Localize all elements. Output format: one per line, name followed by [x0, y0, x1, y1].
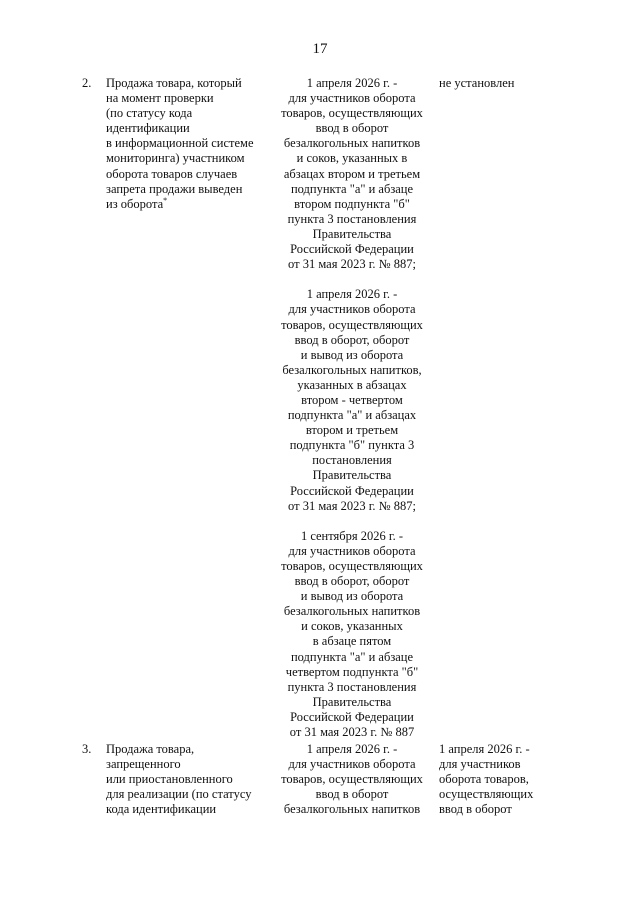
date-line: пункта 3 постановления: [287, 211, 417, 226]
date-line: четвертом подпункта "б": [285, 664, 419, 679]
date-line: абзацах втором и третьем: [283, 166, 421, 181]
description-line: оборота товаров случаев: [106, 166, 238, 181]
description-line: мониторинга) участником: [106, 151, 245, 166]
date-line: безалкогольных напитков: [283, 136, 421, 151]
date-line: 1 сентября 2026 г. -: [300, 528, 404, 543]
date-line: втором подпункта "б": [294, 196, 410, 211]
description-line: запрещенного: [106, 757, 181, 772]
date-block: [270, 76, 434, 272]
date-line: от 31 мая 2023 г. № 887;: [288, 257, 416, 272]
description-line: на момент проверки: [106, 91, 214, 106]
description-line: идентификации: [106, 121, 190, 136]
other-date-column: [439, 742, 551, 817]
other-date-line: осуществляющих: [439, 787, 534, 802]
violation-description: [106, 742, 266, 817]
date-line: Российской Федерации: [290, 709, 414, 724]
footnote-mark: *: [163, 195, 168, 205]
date-line: в абзаце пятом: [312, 634, 392, 649]
date-line: постановления: [312, 453, 392, 468]
description-line-last: [106, 197, 266, 212]
other-date-line: для участников: [439, 757, 521, 772]
page-number: 17: [312, 41, 328, 57]
date-line: для участников оборота: [288, 757, 416, 772]
description-line: или приостановленного: [106, 772, 233, 787]
date-line: подпункта "б" пункта 3: [289, 438, 415, 453]
date-line: 1 апреля 2026 г. -: [306, 76, 398, 90]
date-line: и соков, указанных в: [296, 151, 408, 166]
description-line: (по статусу кода: [106, 106, 193, 121]
date-line: для участников оборота: [288, 91, 416, 106]
date-block: [270, 742, 434, 817]
date-block: [270, 287, 434, 513]
date-line: Российской Федерации: [290, 483, 414, 498]
row-number: 3.: [82, 742, 92, 756]
date-line: от 31 мая 2023 г. № 887: [289, 725, 415, 740]
date-line: для участников оборота: [288, 543, 416, 558]
date-line: безалкогольных напитков: [283, 604, 421, 619]
date-line: ввод в оборот, оборот: [294, 332, 410, 347]
date-block: [270, 529, 434, 740]
date-line: безалкогольных напитков,: [282, 362, 422, 377]
date-line: и соков, указанных: [301, 619, 403, 634]
date-line: товаров, осуществляющих: [281, 772, 423, 787]
description-line: Продажа товара,: [106, 742, 195, 756]
date-line: подпункта "а" и абзаце: [290, 649, 414, 664]
date-line: для участников оборота: [288, 302, 416, 317]
date-line: и вывод из оборота: [300, 347, 404, 362]
date-line: подпункта "а" и абзаце: [290, 181, 414, 196]
date-line: втором и третьем: [305, 423, 399, 438]
description-line-text: из оборота: [106, 196, 164, 211]
row-number: 2.: [82, 76, 92, 90]
date-line: от 31 мая 2023 г. № 887;: [288, 498, 416, 513]
other-date-line: оборота товаров,: [439, 772, 529, 787]
description-line: в информационной системе: [106, 136, 254, 151]
description-line: кода идентификации: [106, 802, 217, 817]
date-line: и вывод из оборота: [300, 589, 404, 604]
date-line: Правительства: [312, 226, 392, 241]
date-line: товаров, осуществляющих: [281, 559, 423, 573]
date-line: подпункта "а" и абзацах: [287, 408, 417, 423]
description-line: для реализации (по статусу: [106, 787, 252, 802]
other-date-line: не установлен: [439, 76, 515, 90]
violation-description: [106, 76, 266, 212]
date-line: 1 апреля 2026 г. -: [306, 287, 398, 302]
date-line: ввод в оборот: [315, 787, 389, 802]
other-date-line: 1 апреля 2026 г. -: [439, 742, 530, 756]
date-line: Российской Федерации: [290, 242, 414, 257]
other-date-line: ввод в оборот: [439, 802, 512, 817]
date-line: ввод в оборот, оборот: [294, 574, 410, 589]
description-line: Продажа товара, который: [106, 76, 242, 90]
date-line: товаров, осуществляющих: [281, 317, 423, 332]
date-line: ввод в оборот: [315, 121, 389, 136]
effective-dates: [270, 742, 434, 817]
date-line: пункта 3 постановления: [287, 679, 417, 694]
date-line: безалкогольных напитков: [283, 802, 421, 817]
date-line: втором - четвертом: [301, 392, 403, 407]
date-line: Правительства: [312, 694, 392, 709]
date-line: 1 апреля 2026 г. -: [306, 742, 398, 756]
effective-dates: [270, 76, 434, 740]
description-line: запрета продажи выведен: [106, 181, 243, 196]
date-line: товаров, осуществляющих: [281, 106, 423, 121]
date-line: Правительства: [312, 468, 392, 483]
date-line: указанных в абзацах: [297, 377, 407, 392]
other-date-column: [439, 76, 551, 91]
